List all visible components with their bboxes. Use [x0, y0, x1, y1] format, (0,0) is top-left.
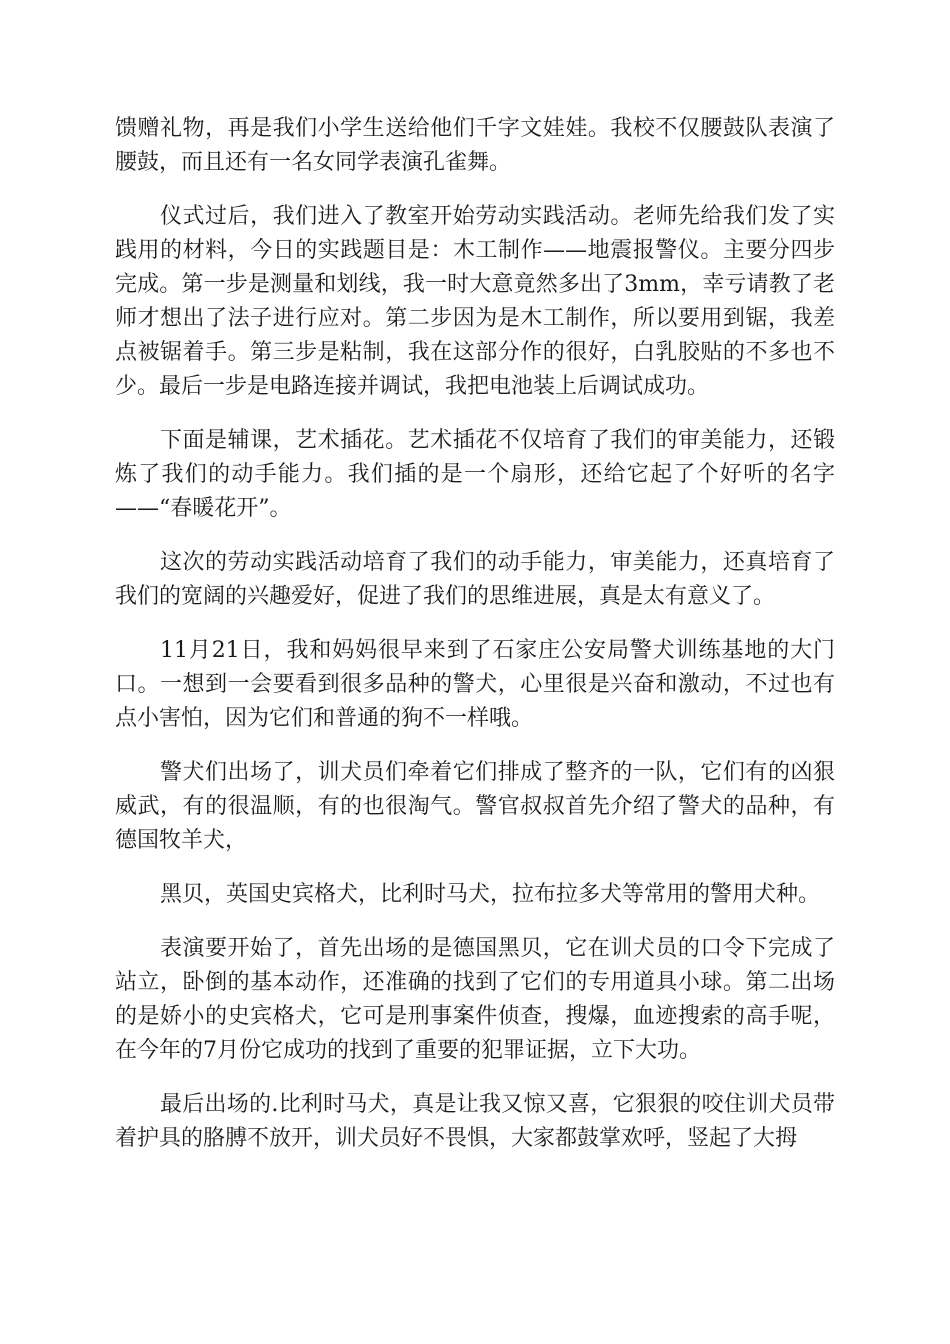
paragraph-1: 馈赠礼物，再是我们小学生送给他们千字文娃娃。我校不仅腰鼓队表演了腰鼓，而且还有一名女同学表演孔雀舞。 [115, 116, 835, 175]
paragraph-8: 表演要开始了，首先出场的是德国黑贝，它在训犬员的口令下完成了站立，卧倒的基本动作，还准确的找到了它们的专用道具小球。第二出场的是娇小的史宾格犬，它可是刑事案件侦查，搜爆，血迹搜索的高手呢，在今年的7月份它成功的找到了重要的犯罪证据，立下大功。 [115, 936, 835, 1063]
paragraph-9: 最后出场的.比利时马犬，真是让我又惊又喜，它狠狠的咬住训犬员带着护具的胳膊不放开，训犬员好不畏惧，大家都鼓掌欢呼，竖起了大拇 [115, 1092, 835, 1151]
paragraph-2: 仪式过后，我们进入了教室开始劳动实践活动。老师先给我们发了实践用的材料，今日的实践题目是：木工制作——地震报警仪。主要分四步完成。第一步是测量和划线，我一时大意竟然多出了3mm，幸亏请教了老师才想出了法子进行应对。第二步因为是木工制作，所以要用到锯，我差点被锯着手。第三步是粘制，我在这部分作的很好，白乳胶贴的不多也不少。最后一步是电路连接并调试，我把电池装上后调试成功。 [115, 204, 835, 399]
paragraph-7: 黑贝，英国史宾格犬，比利时马犬，拉布拉多犬等常用的警用犬种。 [160, 882, 821, 907]
paragraph-6: 警犬们出场了，训犬员们牵着它们排成了整齐的一队，它们有的凶狠威武，有的很温顺，有的也很淘气。警官叔叔首先介绍了警犬的品种，有德国牧羊犬， [115, 760, 835, 853]
paragraph-4: 这次的劳动实践活动培育了我们的动手能力，审美能力，还真培育了我们的宽阔的兴趣爱好，促进了我们的思维进展，真是太有意义了。 [115, 550, 835, 609]
document-body [115, 112, 835, 1176]
paragraph-5: 11月21日，我和妈妈很早来到了石家庄公安局警犬训练基地的大门口。一想到一会要看到很多品种的警犬，心里很是兴奋和激动，不过也有点小害怕，因为它们和普通的狗不一样哦。 [115, 638, 835, 731]
paragraph-3: 下面是辅课，艺术插花。艺术插花不仅培育了我们的审美能力，还锻炼了我们的动手能力。我们插的是一个扇形，还给它起了个好听的名字——“春暖花开”。 [115, 428, 835, 521]
